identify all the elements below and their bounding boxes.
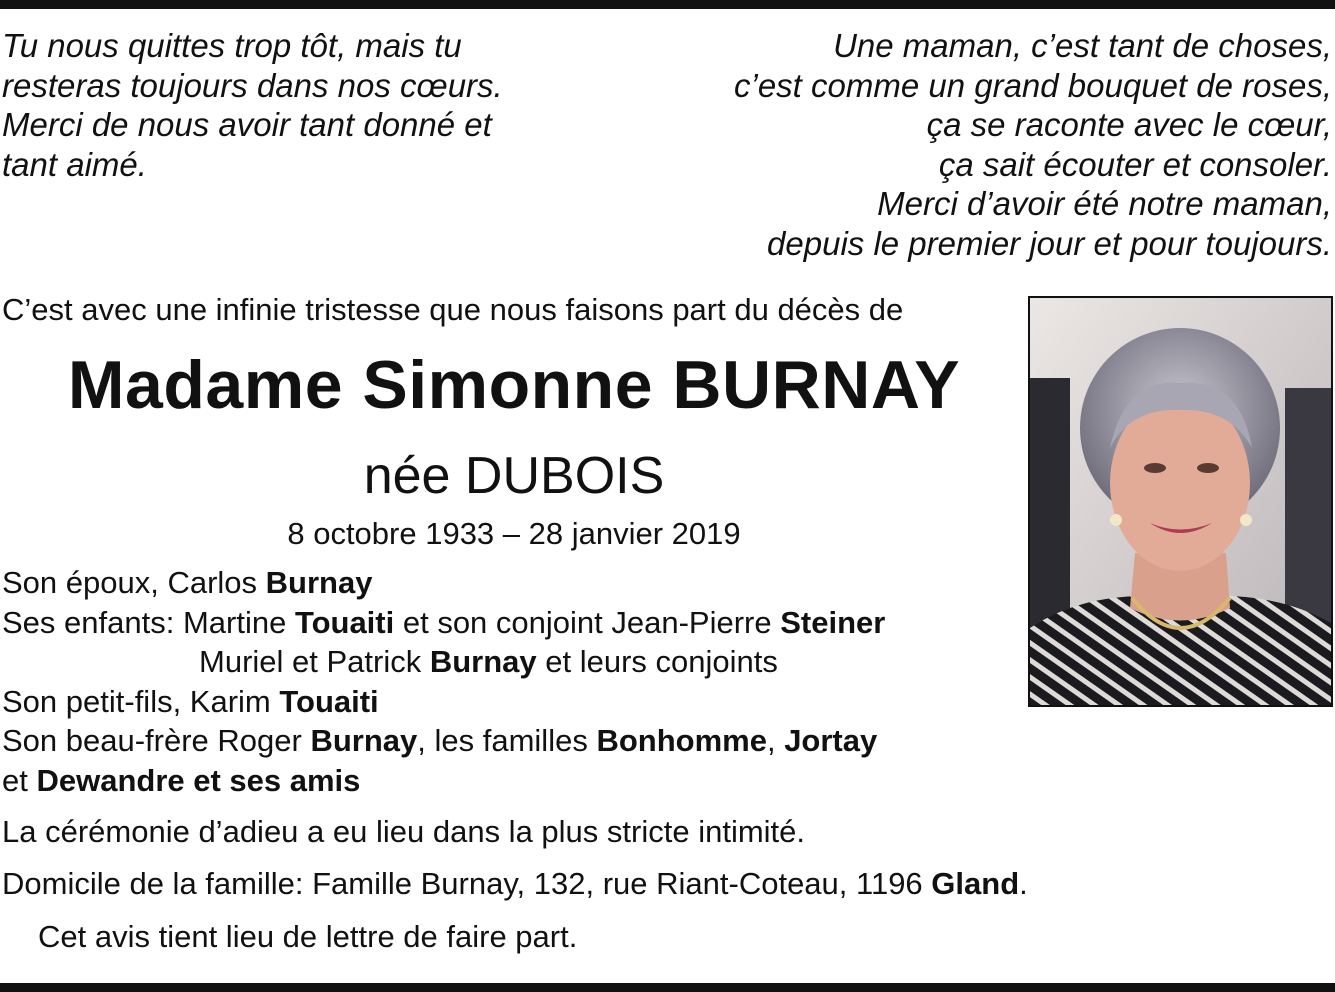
family-text: Son époux, Carlos <box>2 565 266 600</box>
domicile-address: Domicile de la famille: Famille Burnay, 132, rue Riant-Coteau, 1196 <box>2 866 932 901</box>
family-text: Muriel et Patrick <box>199 644 430 680</box>
poem-left <box>2 26 503 184</box>
family-name-bold: Touaiti <box>279 683 379 719</box>
poem-line: Une maman, c’est tant de choses, <box>833 27 1332 64</box>
poem-line: resteras toujours dans nos cœurs. <box>2 66 503 104</box>
family-text: , les familles <box>417 723 597 759</box>
family-name-bold: Burnay <box>265 565 373 600</box>
family-line-children-2 <box>2 642 885 682</box>
family-name-bold: Jortay <box>784 723 878 759</box>
family-name-bold: Steiner <box>780 604 886 640</box>
poem-line: Tu nous quittes trop tôt, mais tu <box>2 27 462 64</box>
family-text: , <box>766 723 785 759</box>
maiden-name: née DUBOIS <box>363 447 665 505</box>
family-text: et son conjoint Jean-Pierre <box>394 604 781 640</box>
notice-text: Cet avis tient lieu de lettre de faire part. <box>38 919 578 954</box>
family-line-friends <box>2 761 885 801</box>
poem-line: Merci d’avoir été notre maman, <box>877 185 1332 222</box>
portrait-photo <box>1028 296 1333 707</box>
family-text: et leurs conjoints <box>536 644 778 680</box>
bottom-rule <box>0 983 1335 992</box>
family-name-bold: Bonhomme <box>596 723 767 759</box>
poem-line: c’est comme un grand bouquet de roses, <box>733 66 1332 104</box>
poem-line: Merci de nous avoir tant donné et <box>2 106 492 143</box>
family-name-bold: Dewandre et ses amis <box>36 762 361 798</box>
life-dates: 8 octobre 1933 – 28 janvier 2019 <box>287 516 741 551</box>
poem-line: tant aimé. <box>2 145 147 183</box>
family-text: Son petit-fils, Karim <box>2 683 280 719</box>
domicile-city: Gland <box>931 866 1020 901</box>
poem-line: ça se raconte avec le cœur, <box>926 106 1332 143</box>
family-line-brother-in-law <box>2 721 885 761</box>
family-line-children <box>2 603 885 643</box>
deceased-name: Madame Simonne BURNAY <box>67 347 961 423</box>
family-text: et <box>2 762 37 798</box>
family-line-spouse <box>2 563 885 603</box>
poem-line: ça sait écouter et consoler. <box>938 145 1332 183</box>
domicile-period: . <box>1019 866 1028 901</box>
family-name-bold: Burnay <box>310 723 418 759</box>
ceremony-text: La cérémonie d’adieu a eu lieu dans la plus stricte intimité. <box>2 814 806 849</box>
domicile-text <box>2 866 1028 902</box>
family-list <box>2 563 885 801</box>
family-text: Son beau-frère Roger <box>2 723 311 759</box>
poem-line: depuis le premier jour et pour toujours. <box>767 224 1332 262</box>
family-name-bold: Burnay <box>429 644 537 680</box>
family-line-grandson <box>2 682 885 722</box>
top-rule <box>0 0 1335 9</box>
poem-right <box>734 26 1332 263</box>
family-text: Ses enfants: Martine <box>2 604 295 640</box>
intro-text: C’est avec une infinie tristesse que nous faisons part du décès de <box>2 292 904 327</box>
family-name-bold: Touaiti <box>294 604 395 640</box>
